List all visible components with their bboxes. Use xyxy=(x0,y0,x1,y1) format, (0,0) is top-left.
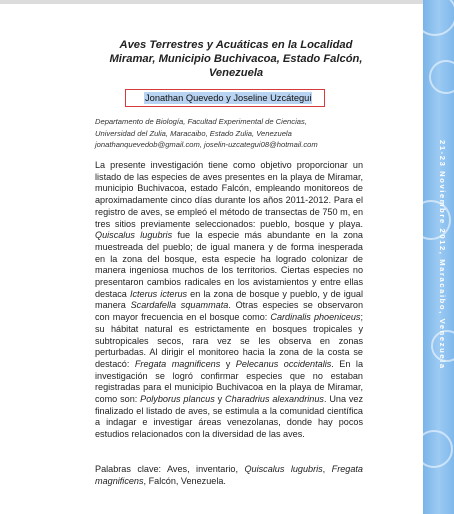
paper-title: Aves Terrestres y Acuáticas en la Localidad Miramar, Municipio Buchivacoa, Estado Falcón, Venezuela xyxy=(109,39,363,79)
keyword-species: Quiscalus lugubris xyxy=(244,464,323,474)
swirl-ornament xyxy=(423,430,453,468)
authors-text[interactable]: Jonathan Quevedo y Joseline Uzcátegui xyxy=(145,93,312,103)
species-name: Scardafella squammata xyxy=(130,300,229,311)
abstract-paragraph: La presente investigación tiene como objetivo proporcionar un listado de las especies de aves presentes en la playa de Miramar, municipio Buchivacoa, estado Falcón, empleando monitoreos de aproximadamente cinco días durante los años 2011-2012. Para el registro de aves, se empleó el método de transectas de 750 m, en tres sitios previamente seleccionados: pueblo, bosque y playa. Quiscalus lugubris fue la especie más abundante en la zona muestreada del pueblo; de igual manera y de forma inesperada en la zona del bosque, esta especie ha logrado colonizar de manera ingeniosa muchos de los territorios. Ciertas especies no presentaron cambios radicales en los avistamientos y entre ellas destaca Icterus icterus en la zona de bosque y pueblo, y de igual manera Scardafella squammata. Otras especies se observaron con mayor frecuencia en el bosque como: Cardinalis phoeniceus; su hábitat natural es estrictamente en bosques tropicales y subtropicales secos, rara vez se les observa en zonas perturbadas. Al dirigir el monitoreo hacia la zona de la costa se destacó: Fregata magnificens y Pelecanus occidentalis. En la investigación se logró confirmar especies que no estaban registradas para el municipio Buchivacoa en la playa de Miramar, como son: Polyborus plancus y Charadrius alexandrinus. Una vez finalizado el listado de aves, se estimula a la comunidad científica a indagar e investigar áreas venezolanas, donde hay pocos estudios relacionados con la diversidad de las aves. xyxy=(95,160,364,440)
page-top-edge xyxy=(0,0,454,4)
swirl-ornament xyxy=(429,60,454,94)
affiliation-line: Departamento de Biología, Facultad Experimental de Ciencias, xyxy=(95,117,307,126)
email-line: jonathanquevedob@gmail.com, joselin-uzcategui08@hotmail.com xyxy=(95,140,318,149)
affiliation-block xyxy=(95,116,385,151)
species-name: Cardinalis phoeniceus xyxy=(270,312,361,323)
species-name: Fregata magnificens xyxy=(134,358,221,369)
affiliation-line: Universidad del Zulia, Maracaibo, Estado Zulia, Venezuela xyxy=(95,128,292,138)
species-name: Icterus icterus xyxy=(129,288,188,299)
abstract-body xyxy=(95,160,363,441)
keyword-species: Fregata magnificens xyxy=(95,464,363,486)
species-name: Charadrius alexandrinus xyxy=(225,394,324,405)
swirl-ornament xyxy=(423,0,454,36)
keywords-line: Palabras clave: Aves, inventario, Quiscalus lugubris, Fregata magnificens, Falcón, Venezuela. xyxy=(95,464,363,486)
species-name: Pelecanus occidentalis xyxy=(235,358,332,369)
conference-date-vertical: 21-23 Noviembre 2012, Maracaibo, Venezuela xyxy=(438,140,447,370)
species-name: Polyborus plancus xyxy=(140,394,215,405)
species-name: Quiscalus lugubris xyxy=(95,230,173,241)
